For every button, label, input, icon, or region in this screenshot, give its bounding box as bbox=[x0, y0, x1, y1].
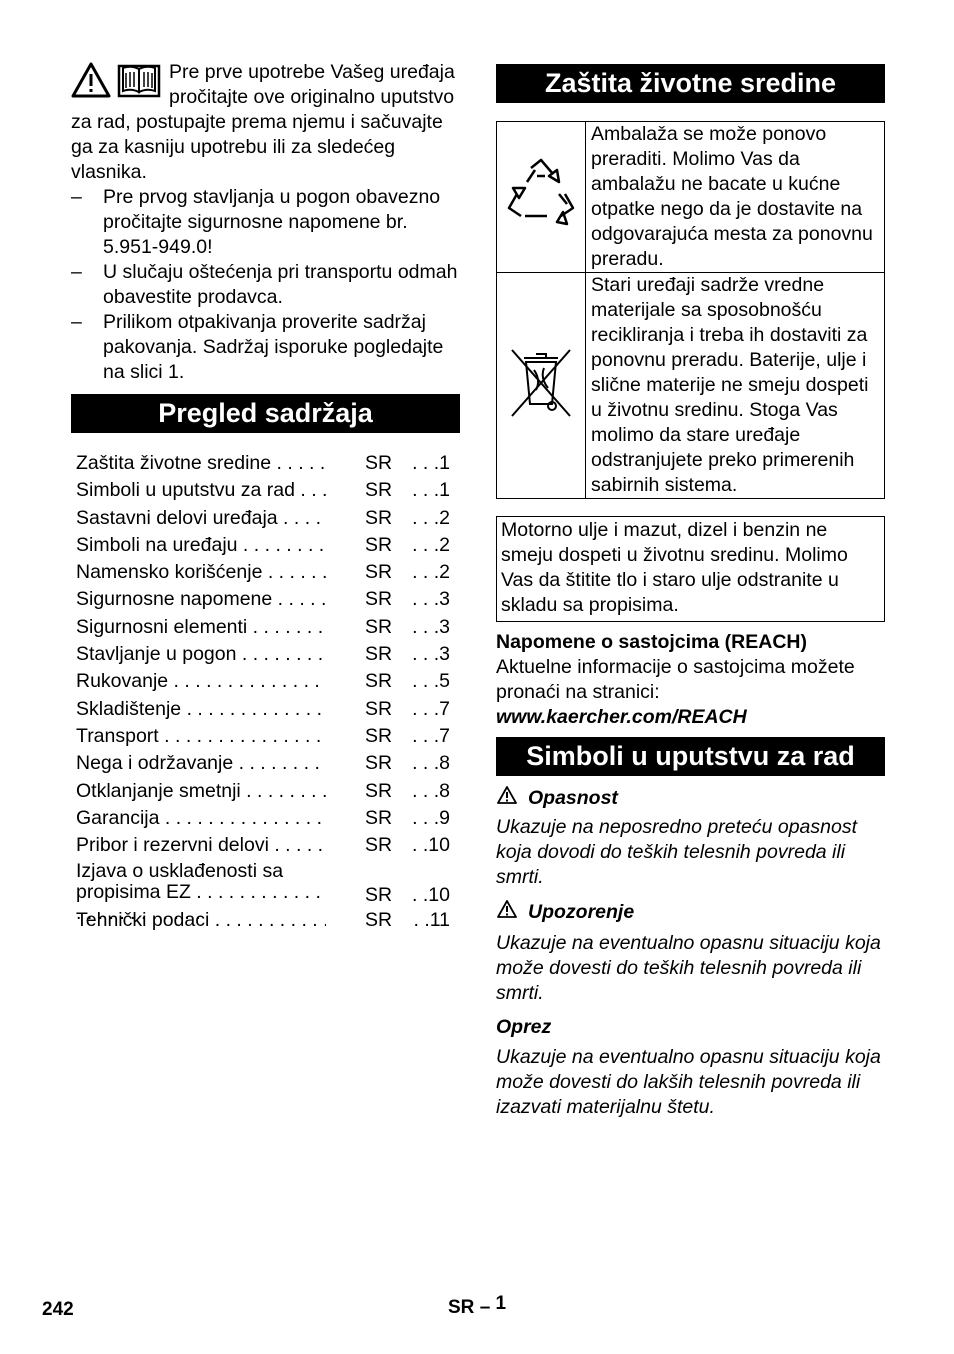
toc-entry[interactable]: Otklanjanje smetnji . . . SR . . .8 bbox=[71, 778, 460, 805]
weee-text: Stari uređaji sadrže vredne materijale sa sposobnošću recikliranja i treba ih dostaviti za ponovnu preradu. Baterije, ulje i slične materije ne smeju dospeti u životnu sredinu. Stoga Vas molimo da stare uređaje odstranjujete preko primerenih sabirnih sistema. bbox=[586, 273, 885, 499]
table-row bbox=[497, 122, 885, 273]
toc-entry[interactable]: Stavljanje u pogon . . . SR . . .3 bbox=[71, 641, 460, 668]
warning-triangle-icon bbox=[496, 785, 518, 805]
right-column bbox=[496, 64, 885, 1120]
caution-description: Ukazuje na eventualno opasnu situaciju koja može dovesti do lakših telesnih povreda ili izazvati materijalnu štetu. bbox=[496, 1046, 881, 1118]
environment-heading: Zaštita životne sredine bbox=[496, 64, 885, 103]
toc-entry[interactable]: Pribor i rezervni delovi . . . SR . .10 bbox=[71, 832, 460, 859]
toc-heading: Pregled sadržaja bbox=[71, 394, 460, 433]
toc-entry[interactable]: Simboli u uputstvu za rad . . . SR . . .1 bbox=[71, 477, 460, 504]
signal-word-warning: Upozorenje bbox=[496, 899, 885, 926]
toc-entry[interactable]: Simboli na uređaju . . . SR . . .2 bbox=[71, 532, 460, 559]
warning-triangle-icon bbox=[496, 899, 518, 919]
recycle-icon bbox=[501, 154, 581, 234]
list-item: – Prilikom otpakivanja proverite sadržaj pakovanja. Sadržaj isporuke pogledajte na slici 1. bbox=[71, 311, 444, 383]
toc-entry[interactable]: Rukovanje . . . SR . . .5 bbox=[71, 668, 460, 695]
page-number: 242 bbox=[42, 1299, 74, 1320]
reach-heading: Napomene o sastojcima (REACH) bbox=[496, 631, 807, 653]
toc-entry[interactable]: Tehnički podaci . . . SR . .11 bbox=[71, 907, 460, 934]
recycle-text: Ambalaža se može ponovo preraditi. Molimo Vas da ambalažu ne bacate u kućne otpatke nego da je dostavite na odgovarajuća mesta za ponovnu preradu. bbox=[586, 122, 885, 273]
toc-entry[interactable]: Skladištenje . . . SR . . .7 bbox=[71, 696, 460, 723]
crossed-bin-icon bbox=[506, 342, 576, 422]
toc-entry[interactable]: Sastavni delovi uređaja . . . SR . . .2 bbox=[71, 505, 460, 532]
table-row bbox=[497, 273, 885, 499]
toc-entry[interactable]: Izjava o usklađenosti sa propisima EZ . . . SR . .10 bbox=[71, 859, 460, 907]
intro-bullet-list bbox=[71, 185, 460, 385]
environment-table bbox=[496, 121, 885, 499]
reach-text: Aktuelne informacije o sastojcima možete pronaći na stranici: bbox=[496, 656, 855, 703]
toc-entry[interactable]: Sigurnosne napomene . . . SR . . .3 bbox=[71, 586, 460, 613]
list-item: – Pre prvog stavljanja u pogon obavezno pročitajte sigurnosne napomene br. 5.951-949.0! bbox=[71, 186, 441, 258]
table-of-contents bbox=[71, 450, 460, 935]
toc-entry[interactable]: Transport . . . SR . . .7 bbox=[71, 723, 460, 750]
toc-entry[interactable]: Namensko korišćenje . . . SR . . .2 bbox=[71, 559, 460, 586]
intro-text: Pre prve upotrebe Vašeg uređaja pročitajte ove originalno uputstvo za rad, postupajte prema njemu i sačuvajte ga za kasniju upotrebu ili za sledećeg vlasnika. bbox=[71, 61, 455, 183]
symbols-heading: Simboli u uputstvu za rad bbox=[496, 737, 885, 776]
toc-entry[interactable]: Garancija . . . SR . . .9 bbox=[71, 805, 460, 832]
signal-word-caution: Oprez bbox=[496, 1016, 552, 1038]
toc-entry[interactable]: Nega i održavanje . . . SR . . .8 bbox=[71, 750, 460, 777]
toc-entry[interactable]: Zaštita životne sredine . . . SR . . .1 bbox=[71, 450, 460, 477]
oil-notice: Motorno ulje i mazut, dizel i benzin ne smeju dospeti u životnu sredinu. Molimo Vas da štitite tlo i staro ulje odstranite u skladu sa propisima. bbox=[496, 516, 885, 622]
danger-description: Ukazuje na neposredno preteću opasnost koja dovodi do teških telesnih povreda ili smrti. bbox=[496, 816, 857, 888]
intro-icons bbox=[71, 60, 163, 100]
warning-read-manual-icon bbox=[71, 60, 163, 100]
reach-link[interactable]: www.kaercher.com/REACH bbox=[496, 706, 747, 728]
list-item: – U slučaju oštećenja pri transportu odmah obavestite prodavca. bbox=[71, 261, 458, 308]
footer-section-page: SR – 1 bbox=[448, 1293, 507, 1318]
left-column bbox=[71, 60, 460, 935]
warning-description: Ukazuje na eventualno opasnu situaciju koja može dovesti do teških telesnih povreda ili smrti. bbox=[496, 932, 881, 1004]
signal-word-danger: Opasnost bbox=[496, 785, 885, 812]
toc-entry[interactable]: Sigurnosni elementi . . . SR . . .3 bbox=[71, 614, 460, 641]
